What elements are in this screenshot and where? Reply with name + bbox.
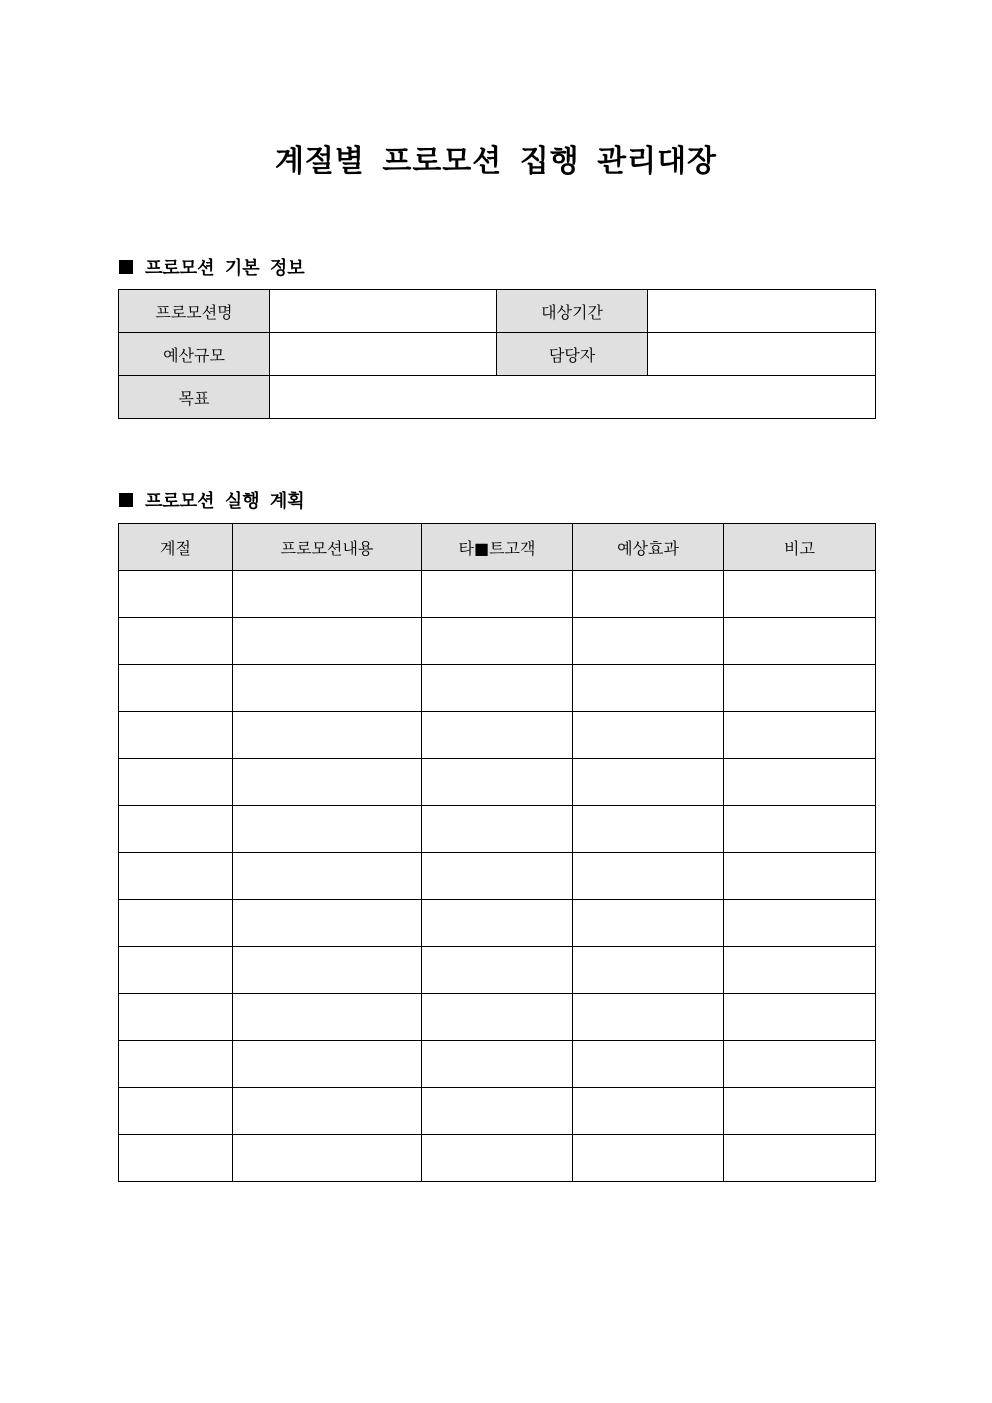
table-row [119, 1088, 876, 1135]
table-row [119, 759, 876, 806]
execution-plan-table [118, 523, 876, 1182]
remarks-cell[interactable] [724, 712, 876, 759]
table-row [119, 994, 876, 1041]
table-row [119, 806, 876, 853]
target-period-field[interactable] [648, 290, 876, 333]
square-bullet-icon [119, 260, 133, 274]
expected-effect-cell[interactable] [573, 665, 724, 712]
goal-label: 목표 [119, 376, 270, 419]
remarks-cell[interactable] [724, 618, 876, 665]
promotion-name-label: 프로모션명 [119, 290, 270, 333]
column-header-target-customer: 타■트고객 [422, 524, 573, 571]
promotion-content-cell[interactable] [233, 994, 422, 1041]
column-header-expected-effect: 예상효과 [573, 524, 724, 571]
season-cell[interactable] [119, 618, 233, 665]
expected-effect-cell[interactable] [573, 994, 724, 1041]
expected-effect-cell[interactable] [573, 900, 724, 947]
remarks-cell[interactable] [724, 947, 876, 994]
expected-effect-cell[interactable] [573, 947, 724, 994]
section-heading-basic-info [119, 254, 305, 280]
info-row [119, 376, 876, 419]
expected-effect-cell[interactable] [573, 1088, 724, 1135]
promotion-content-cell[interactable] [233, 759, 422, 806]
promotion-content-cell[interactable] [233, 947, 422, 994]
season-cell[interactable] [119, 853, 233, 900]
column-header-promotion-content: 프로모션내용 [233, 524, 422, 571]
target-customer-cell[interactable] [422, 853, 573, 900]
budget-label: 예산규모 [119, 333, 270, 376]
season-cell[interactable] [119, 806, 233, 853]
expected-effect-cell[interactable] [573, 712, 724, 759]
target-customer-cell[interactable] [422, 712, 573, 759]
remarks-cell[interactable] [724, 1135, 876, 1182]
table-row [119, 618, 876, 665]
basic-info-table [118, 289, 876, 419]
table-row [119, 1041, 876, 1088]
expected-effect-cell[interactable] [573, 1135, 724, 1182]
remarks-cell[interactable] [724, 994, 876, 1041]
season-cell[interactable] [119, 1041, 233, 1088]
promotion-content-cell[interactable] [233, 665, 422, 712]
target-customer-cell[interactable] [422, 947, 573, 994]
target-customer-cell[interactable] [422, 1135, 573, 1182]
section-heading-label: 프로모션 기본 정보 [145, 258, 305, 279]
manager-field[interactable] [648, 333, 876, 376]
column-header-season: 계절 [119, 524, 233, 571]
promotion-content-cell[interactable] [233, 853, 422, 900]
remarks-cell[interactable] [724, 853, 876, 900]
target-period-label: 대상기간 [497, 290, 648, 333]
target-customer-cell[interactable] [422, 994, 573, 1041]
season-cell[interactable] [119, 947, 233, 994]
remarks-cell[interactable] [724, 759, 876, 806]
target-customer-cell[interactable] [422, 618, 573, 665]
promotion-content-cell[interactable] [233, 712, 422, 759]
expected-effect-cell[interactable] [573, 1041, 724, 1088]
table-row [119, 1135, 876, 1182]
table-row [119, 665, 876, 712]
section-heading-label: 프로모션 실행 계획 [145, 491, 305, 512]
promotion-content-cell[interactable] [233, 806, 422, 853]
goal-field[interactable] [270, 376, 876, 419]
target-customer-cell[interactable] [422, 1088, 573, 1135]
table-row [119, 947, 876, 994]
expected-effect-cell[interactable] [573, 853, 724, 900]
remarks-cell[interactable] [724, 1088, 876, 1135]
table-row [119, 900, 876, 947]
table-row [119, 853, 876, 900]
table-row [119, 712, 876, 759]
target-customer-cell[interactable] [422, 1041, 573, 1088]
square-bullet-icon [119, 493, 133, 507]
season-cell[interactable] [119, 759, 233, 806]
season-cell[interactable] [119, 994, 233, 1041]
promotion-content-cell[interactable] [233, 618, 422, 665]
info-row [119, 290, 876, 333]
table-header-row [119, 524, 876, 571]
target-customer-cell[interactable] [422, 665, 573, 712]
info-row [119, 333, 876, 376]
season-cell[interactable] [119, 900, 233, 947]
remarks-cell[interactable] [724, 571, 876, 618]
manager-label: 담당자 [497, 333, 648, 376]
remarks-cell[interactable] [724, 806, 876, 853]
target-customer-cell[interactable] [422, 900, 573, 947]
budget-field[interactable] [270, 333, 497, 376]
page-title: 계절별 프로모션 집행 관리대장 [274, 144, 718, 179]
season-cell[interactable] [119, 571, 233, 618]
target-customer-cell[interactable] [422, 806, 573, 853]
target-customer-cell[interactable] [422, 571, 573, 618]
remarks-cell[interactable] [724, 900, 876, 947]
promotion-content-cell[interactable] [233, 1135, 422, 1182]
promotion-name-field[interactable] [270, 290, 497, 333]
season-cell[interactable] [119, 1135, 233, 1182]
table-row [119, 571, 876, 618]
season-cell[interactable] [119, 665, 233, 712]
season-cell[interactable] [119, 712, 233, 759]
promotion-content-cell[interactable] [233, 1041, 422, 1088]
section-heading-execution-plan [119, 487, 305, 513]
target-customer-cell[interactable] [422, 759, 573, 806]
expected-effect-cell[interactable] [573, 759, 724, 806]
expected-effect-cell[interactable] [573, 571, 724, 618]
expected-effect-cell[interactable] [573, 618, 724, 665]
remarks-cell[interactable] [724, 665, 876, 712]
remarks-cell[interactable] [724, 1041, 876, 1088]
column-header-remarks: 비고 [724, 524, 876, 571]
promotion-content-cell[interactable] [233, 1088, 422, 1135]
season-cell[interactable] [119, 1088, 233, 1135]
promotion-content-cell[interactable] [233, 571, 422, 618]
expected-effect-cell[interactable] [573, 806, 724, 853]
promotion-content-cell[interactable] [233, 900, 422, 947]
